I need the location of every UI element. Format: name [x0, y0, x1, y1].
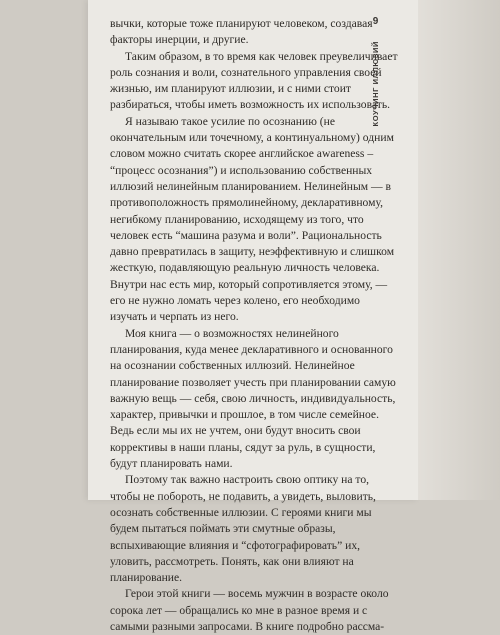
book-page: [88, 0, 418, 633]
adjacent-page-edge: [418, 0, 500, 500]
paragraph-3: Я называю такое усилие по осознанию (не окончательным или точечному, а континуальному) одним словом можно считать скорее английское awareness – “процесс осознания”) и использованию собственных иллюзий нелинейным планированием. Нелинейным — в противоположность прямолинейному, декларативному, негибкому планированию, исходящему из того, что человек есть “машина разума и воли”. Рациональность давно превратилась в защиту, неэффективную и слишком жесткую, подавляющую реальную личность человека. Внутри нас есть мир, который сопротивляется этому, — его не нужно ломать через колено, его необходимо изучать и черпать из него.: [110, 114, 395, 324]
running-head: [371, 16, 380, 126]
paragraph-5: Поэтому так важно настроить свою оптику на то, чтобы не побороть, не подавить, а увидеть, выловить, осознать собственные иллюзии. С героями книги мы будем пытаться поймать эти смутные образы, вспыхивающие влияния и “сфотографировать” их, уловить, рассмотреть. Понять, как они влияют на планирование.: [110, 473, 376, 585]
book-title: КОУЧИНГ ИЛЛЮЗИЙ: [371, 41, 380, 127]
body-text: [110, 16, 398, 635]
paragraph-4: Моя книга — о возможностях нелинейного планирования, куда менее декларативного и основанного на осознании собственных иллюзий. Нелинейное планирование позволяет учесть при планировании самую важную вещь — себя, свою личность, индивидуальность, характер, привычки и прошлое, в том числе семейное. Ведь если мы их не учтем, они будут вносить свои коррективы в наши планы, сядут за руль, в сущности, будут планировать нами.: [110, 326, 396, 471]
paragraph-1: вычки, которые тоже планируют человеком, создавая факторы инерции, и другие.: [110, 17, 373, 47]
page-number: 9: [372, 16, 379, 27]
paragraph-6: Герои этой книги — восемь мужчин в возрасте около сорока лет — обращались ко мне в разное время и с самыми разными запросами. В книге подробно рассма-: [110, 587, 389, 633]
paragraph-2: Таким образом, в то время как человек преувеличивает роль сознания и воли, сознательного управления своей жизнью, им планируют иллюзии, и с ними стоит разбираться, чтобы иметь возможность их использовать.: [110, 49, 398, 112]
